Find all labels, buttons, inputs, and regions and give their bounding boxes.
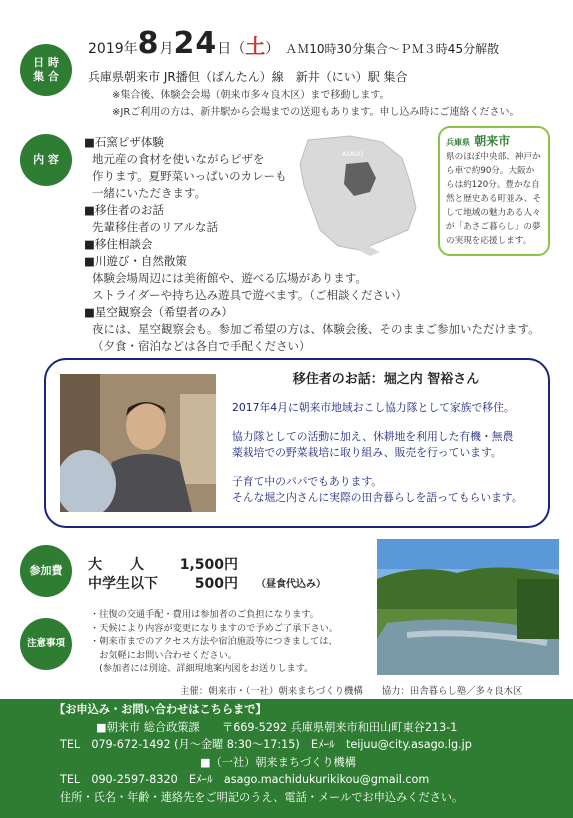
credits-cooperation: 協力：田舎暮らし塾／多々良木区 <box>381 686 523 697</box>
callout-line: して地域の魅力ある人々 <box>446 208 541 218</box>
fee-adult-label: 大 人 <box>88 557 144 573</box>
event-date <box>88 26 499 61</box>
callout-prefecture: 兵庫県 <box>446 138 470 147</box>
event-day-suffix: 日（ <box>217 41 246 57</box>
note-line: ・往復の交通手配・費用は参加者のご負担になります。 <box>90 609 319 620</box>
meeting-note-2: ※JRご利用の方は、新井駅から会場までの送迎もあります。申し込み時にご連絡ください。 <box>112 107 520 118</box>
note-line: ・朝来市までのアクセス方法や宿泊施設等につきましては、 <box>90 636 338 648</box>
content-line: 作ります。夏野菜いっぱいのカレーも <box>92 169 287 183</box>
content-item-stargazing: ■星空観察会（希望者のみ） <box>84 305 233 319</box>
fee-badge <box>20 545 72 597</box>
meeting-place: 兵庫県朝来市 JR播但（ばんたん）線 新井（にい）駅 集合 <box>88 70 408 84</box>
event-month: 8 <box>137 26 160 61</box>
callout-line: らは約120分。豊かな自 <box>446 180 540 190</box>
callout-city: 朝来市 <box>474 134 511 148</box>
interview-body <box>232 400 542 507</box>
datetime-badge-line1: 日 時 <box>33 56 59 70</box>
note-line: ・天候により内容が変更になりますので予めご了承下さい。 <box>90 622 339 634</box>
interviewee-photo <box>60 374 216 512</box>
river-photo <box>377 539 559 675</box>
contact-org2-tel[interactable]: TEL 090-2597-8320 Eﾒｰﾙ asago.machidukurikikou@gmail.com <box>60 773 430 786</box>
fee-child-label: 中学生以下 <box>88 576 158 592</box>
meeting-note-1: ※集合後、体験会会場（朝来市多々良木区）まで移動します。 <box>112 90 390 101</box>
content-line: （夕食・宿泊などは各自で手配ください） <box>92 339 311 353</box>
credits-organizer: 主催：朝来市・（一社）朝来まちづくり機構 <box>180 686 363 697</box>
content-line: 夜には、星空観察会も。参加ご希望の方は、体験会後、そのままご参加いただけます。 <box>92 322 540 336</box>
interview-para2a: 協力隊としての活動に加え、休耕地を利用した有機・無農 <box>232 429 514 443</box>
interview-para1: 2017年4月に朝来市地域おこし協力隊として家族で移住。 <box>232 401 515 414</box>
content-line: 地元産の食材を使いながらピザを <box>92 152 265 166</box>
contact-org1: ■朝来市 総合政策課 〒669-5292 兵庫県朝来市和田山町東谷213-1 <box>96 720 458 734</box>
contact-section <box>0 699 573 818</box>
hyogo-map <box>298 134 420 260</box>
callout-line: 県のほぼ中央部、神戸か <box>446 152 541 162</box>
contents-badge-label: 内 容 <box>33 153 59 167</box>
notes-badge <box>20 618 72 670</box>
fee-adult-price: 1,500円 <box>179 557 238 573</box>
content-line: 一緒にいただきます。 <box>92 186 207 200</box>
content-item-consultation: ■移住相談会 <box>84 237 153 251</box>
interview-para3b: そんな堀之内さんに実際の田舎暮らしを語ってもらいます。 <box>232 491 523 504</box>
map-label: ASAGO <box>342 151 364 158</box>
interview-para2b: 薬栽培での野菜栽培に取り組み、販売を行っています。 <box>232 446 502 459</box>
callout-line: 然と歴史ある町並み、そ <box>446 194 542 204</box>
contact-heading: 【お申込み・お問い合わせはこちらまで】 <box>54 703 267 716</box>
credits <box>180 683 522 697</box>
event-month-suffix: 月 <box>159 41 174 57</box>
content-line: 先輩移住者のリアルな話 <box>92 220 219 234</box>
notes-list <box>90 608 380 676</box>
contact-org2: ■（一社）朝来まちづくり機構 <box>200 755 356 769</box>
notes-badge-label: 注意事項 <box>26 638 65 650</box>
fee-note: （昼食代込み） <box>256 579 326 590</box>
event-time: ＡＭ10時30分集合～ＰＭ３時45分解散 <box>285 42 500 56</box>
content-item-talk: ■移住者のお話 <box>84 203 164 217</box>
event-weekday-close: ） <box>265 41 280 57</box>
datetime-badge <box>20 44 72 96</box>
fee-badge-label: 参加費 <box>29 564 63 578</box>
datetime-badge-line2: 集 合 <box>33 70 59 83</box>
callout-heading <box>446 134 542 150</box>
contents-badge <box>20 134 72 186</box>
asago-callout <box>438 126 550 256</box>
fee-table <box>88 556 326 594</box>
content-line: 体験会場周辺には美術館や、遊べる広場があります。 <box>92 271 367 285</box>
fee-child-price: 500円 <box>194 576 238 592</box>
content-line: ストライダーや持ち込み遊具で遊べます。（ご相談ください） <box>92 288 407 302</box>
contact-footer: 住所・氏名・年齢・連絡先をご明記のうえ、電話・メールでお申込みください。 <box>60 790 464 804</box>
content-item-pizza: ■石窯ピザ体験 <box>84 135 164 149</box>
event-day: 24 <box>173 26 218 61</box>
note-line: お気軽にお問い合わせください。 <box>90 649 237 661</box>
callout-line: ら車で約90分。大阪か <box>446 166 535 176</box>
event-year: 2019年 <box>88 41 138 57</box>
content-item-river: ■川遊び・自然散策 <box>84 254 187 268</box>
interview-para3a: 子育て中のパパでもあります。 <box>232 474 383 488</box>
event-weekday: 土 <box>245 34 266 58</box>
callout-line: の実現を応援します。 <box>446 236 532 246</box>
interview-title: 移住者のお話：堀之内 智裕さん <box>292 372 480 387</box>
contact-org1-tel[interactable]: TEL 079-672-1492 (月～金曜 8:30～17:15) Eﾒｰﾙ teijuu@city.asago.lg.jp <box>60 738 472 751</box>
note-line: (参加者には別途、詳細現地案内図をお送りします。 <box>90 663 314 675</box>
callout-line: が「あさご暮らし」の夢 <box>446 222 541 232</box>
